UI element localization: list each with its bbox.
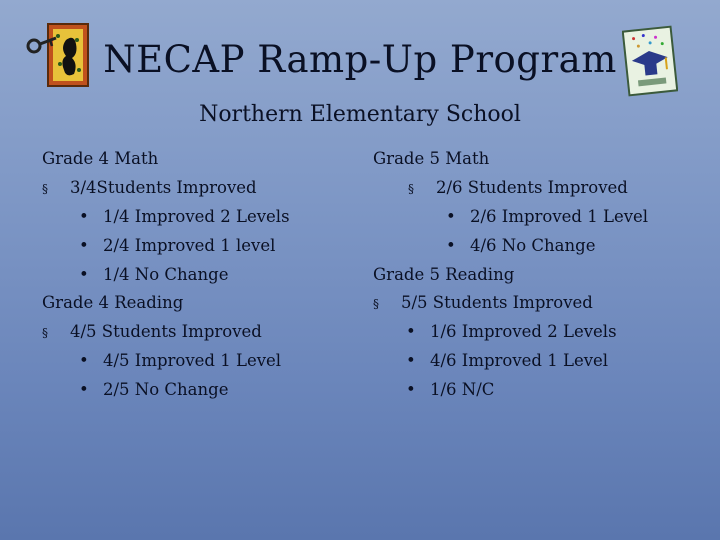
dot-bullet-icon: • [446, 206, 456, 226]
square-bullet-icon: § [42, 181, 48, 196]
left-column [42, 145, 290, 405]
slide-subtitle: Northern Elementary School [199, 102, 521, 127]
sub-list-item [373, 318, 648, 347]
item-text: Grade 4 Math [42, 149, 159, 168]
list-item [42, 318, 290, 347]
list-item [373, 174, 648, 203]
item-text: 1/6 N/C [430, 380, 495, 400]
list-item [42, 174, 290, 203]
sub-list-item [42, 203, 290, 232]
item-text: 2/5 No Change [103, 380, 229, 400]
item-text: 2/6 Improved 1 Level [470, 206, 649, 226]
sub-list-item [373, 376, 648, 405]
slide-title: NECAP Ramp-Up Program [103, 38, 617, 81]
item-text: 2/6 Students Improved [436, 177, 628, 197]
dot-bullet-icon: • [79, 351, 89, 371]
section-heading [42, 289, 290, 318]
right-column [373, 145, 648, 405]
section-heading [373, 261, 648, 290]
dot-bullet-icon: • [79, 206, 89, 226]
sub-list-item [42, 261, 290, 290]
item-text: 5/5 Students Improved [401, 293, 593, 313]
item-text: Grade 5 Math [373, 149, 490, 168]
item-text: 4/6 Improved 1 Level [430, 351, 609, 371]
item-text: 1/6 Improved 2 Levels [430, 322, 617, 342]
square-bullet-icon: § [408, 181, 414, 196]
item-text: 4/5 Students Improved [70, 322, 262, 342]
dot-bullet-icon: • [406, 322, 416, 342]
item-text: 3/4Students Improved [70, 177, 257, 197]
sub-list-item [373, 347, 648, 376]
item-text: 1/4 Improved 2 Levels [103, 206, 290, 226]
dot-bullet-icon: • [79, 235, 89, 255]
item-text: 1/4 No Change [103, 264, 229, 284]
dot-bullet-icon: • [406, 380, 416, 400]
sub-list-item [373, 232, 648, 261]
item-text: 2/4 Improved 1 level [103, 235, 276, 255]
sub-list-item [42, 232, 290, 261]
item-text: Grade 4 Reading [42, 293, 184, 313]
square-bullet-icon: § [373, 297, 379, 312]
section-heading [42, 145, 290, 174]
sub-list-item [42, 347, 290, 376]
item-text: 4/5 Improved 1 Level [103, 351, 282, 371]
sub-list-item [42, 376, 290, 405]
dot-bullet-icon: • [79, 380, 89, 400]
list-item [373, 289, 648, 318]
dot-bullet-icon: • [79, 264, 89, 284]
dot-bullet-icon: • [446, 235, 456, 255]
section-heading [373, 145, 648, 174]
sub-list-item [373, 203, 648, 232]
item-text: 4/6 No Change [470, 235, 596, 255]
item-text: Grade 5 Reading [373, 264, 515, 284]
square-bullet-icon: § [42, 326, 48, 341]
dot-bullet-icon: • [406, 351, 416, 371]
